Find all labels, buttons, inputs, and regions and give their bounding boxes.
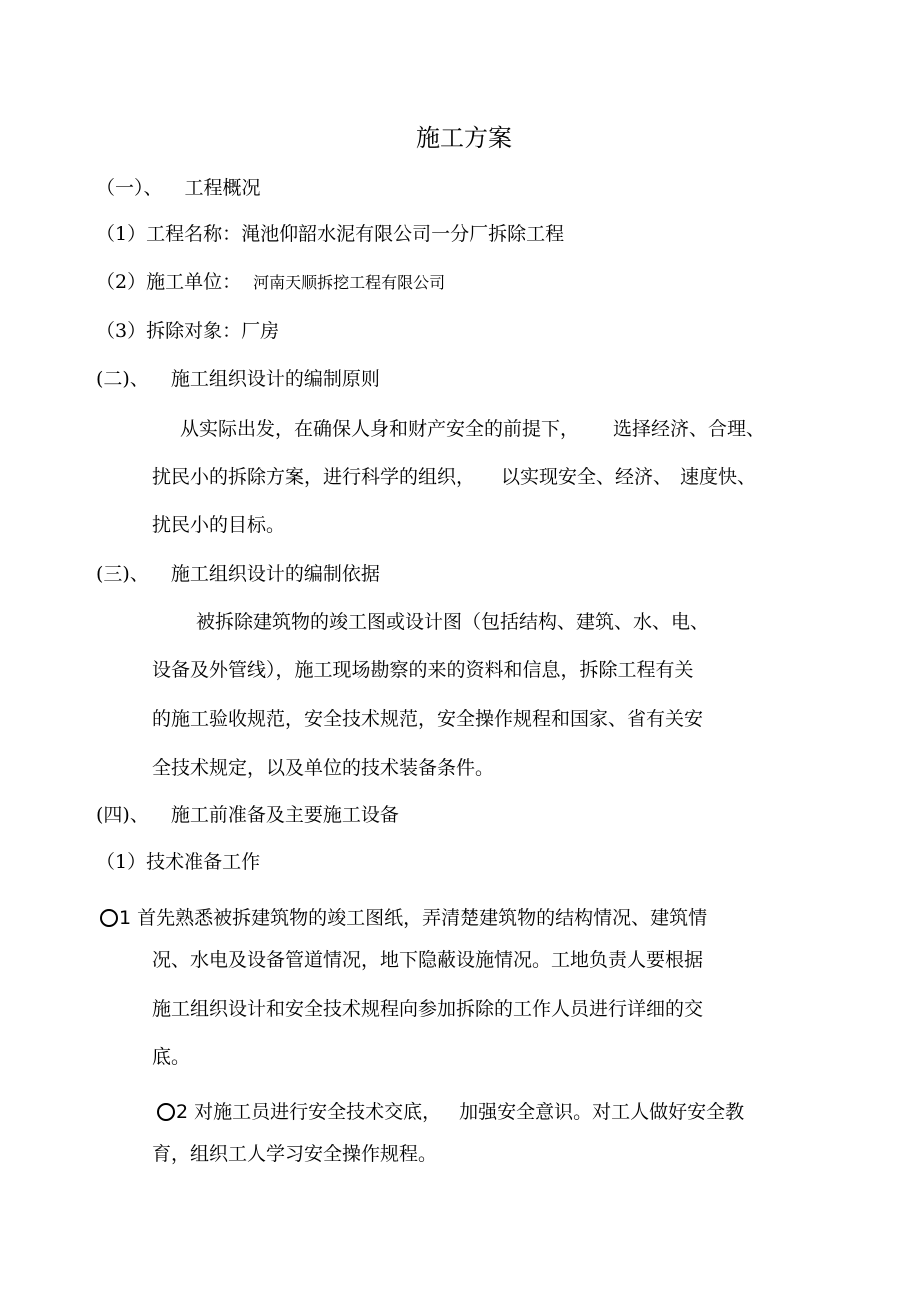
item-label: （2） (96, 271, 147, 293)
section-heading-4 (96, 802, 399, 828)
section-title: 施工组织设计的编制原则 (170, 368, 380, 390)
paragraph-line: 况、水电及设备管道情况，地下隐蔽设施情况。工地负责人要根据 (152, 949, 704, 971)
numbered-item-2: 2 对施工员进行安全技术交底， 加强安全意识。对工人做好安全教 (157, 1099, 744, 1125)
circle-bullet-icon (157, 1103, 175, 1121)
paragraph-line: 扰民小的目标。 (152, 514, 286, 536)
item-number: 1 (119, 907, 132, 929)
document-title: 施工方案 (416, 124, 512, 152)
section-label: (四)、 (96, 804, 149, 826)
item-text: 技术准备工作 (146, 851, 261, 873)
section-label: (二)、 (96, 368, 149, 390)
item-text: 施工单位： (146, 271, 242, 293)
item-text: 工程名称：渑池仰韶水泥有限公司一分厂拆除工程 (146, 223, 565, 245)
paragraph-line: 全技术规定，以及单位的技术装备条件。 (152, 757, 495, 779)
info-item-1 (96, 221, 564, 247)
paragraph-line: 被拆除建筑物的竣工图或设计图（包括结构、建筑、水、电、 (196, 611, 710, 633)
section-title: 施工前准备及主要施工设备 (170, 804, 399, 826)
paragraph-line: 设备及外管线），施工现场勘察的来的资料和信息，拆除工程有关 (152, 659, 694, 681)
paragraph-line: 的施工验收规范，安全技术规范，安全操作规程和国家、省有关安 (152, 708, 704, 730)
paragraph-line: 育，组织工人学习安全操作规程。 (152, 1143, 438, 1165)
section-title: 施工组织设计的编制依据 (170, 563, 380, 585)
section-heading-1 (96, 175, 261, 201)
item-value: 河南天顺拆挖工程有限公司 (253, 273, 446, 292)
item-text: 拆除对象：厂房 (146, 320, 280, 342)
item-label: （1） (96, 223, 147, 245)
info-item-3 (96, 318, 279, 344)
section-title: 工程概况 (184, 177, 261, 199)
paragraph-line: 底。 (152, 1046, 191, 1068)
numbered-item-1: 1 首先熟悉被拆建筑物的竣工图纸，弄清楚建筑物的结构情况、建筑情 (100, 905, 707, 931)
section-label: (三)、 (96, 563, 149, 585)
section-heading-3 (96, 561, 380, 587)
section-label: （一）、 (96, 177, 163, 199)
item-label: （1） (96, 851, 147, 873)
subsection-heading (96, 849, 260, 875)
item-number: 2 (176, 1101, 189, 1123)
paragraph-line: 从实际出发，在确保人身和财产安全的前提下， 选择经济、合理、 (180, 418, 766, 440)
item-label: （3） (96, 320, 147, 342)
paragraph-line: 施工组织设计和安全技术规程向参加拆除的工作人员进行详细的交 (152, 998, 704, 1020)
paragraph-line: 扰民小的拆除方案，进行科学的组织， 以实现安全、经济、 速度快、 (152, 466, 757, 488)
circle-bullet-icon (100, 909, 118, 927)
info-item-2 (96, 269, 445, 296)
section-heading-2 (96, 366, 380, 392)
